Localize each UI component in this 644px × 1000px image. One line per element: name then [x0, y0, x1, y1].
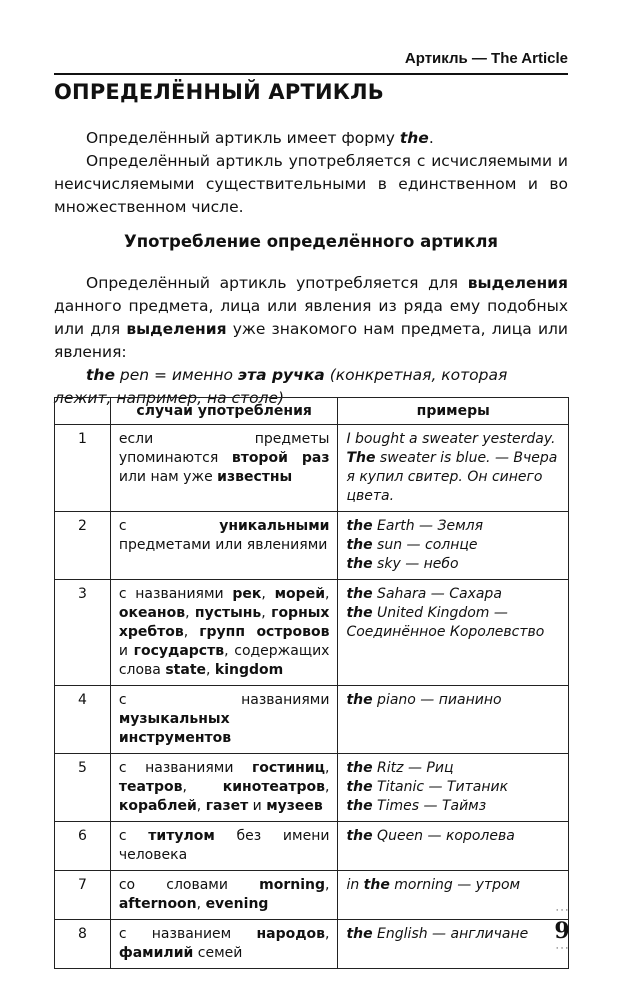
row-number: 7 [55, 871, 111, 920]
table-row [55, 871, 569, 920]
usage-paragraph: Определённый артикль употребляется для выделения данного предмета, лица или явления из ряда ему подобных или для выделения уже знакомого нам предмета, лица или явления: [54, 274, 568, 361]
row-number: 4 [55, 686, 111, 754]
example-line: the Sahara — Сахара [346, 586, 502, 602]
usage-text [54, 272, 568, 410]
section-heading: Употребление определённого артикля [123, 232, 499, 251]
table-row [55, 580, 569, 686]
page-number: 9 [554, 918, 570, 944]
example-line: the Queen — королева [346, 828, 515, 844]
example-line: the United Kingdom — Соединённое Королевство [346, 605, 545, 640]
example-line: the Ritz — Риц [346, 760, 454, 776]
example-line: the sun — солнце [346, 537, 478, 553]
usage-table [54, 397, 569, 969]
example-line: the sky — небо [346, 556, 459, 572]
example-line: the English — англичане [346, 926, 529, 942]
example-line: the piano — пианино [346, 692, 502, 708]
table-row [55, 920, 569, 969]
table-row [55, 512, 569, 580]
header-cases: случаи употребления [110, 398, 338, 425]
table-row [55, 425, 569, 512]
example-line: the Earth — Земля [346, 518, 484, 534]
usage-example: the pen = именно эта ручка (конкретная, которая лежит, например, на столе) [54, 366, 508, 407]
row-number: 5 [55, 754, 111, 822]
example-cell [338, 920, 569, 969]
row-number: 6 [55, 822, 111, 871]
page-title: ОПРЕДЕЛЁННЫЙ АРТИКЛЬ [54, 80, 384, 104]
example-cell [338, 822, 569, 871]
intro-text [54, 127, 568, 219]
header-rule [54, 73, 568, 75]
header-examples: примеры [338, 398, 569, 425]
table-row [55, 754, 569, 822]
case-cell: с названием народов, фамилий семей [110, 920, 338, 969]
example-line: the Titanic — Титаник [346, 779, 509, 795]
example-cell [338, 754, 569, 822]
case-cell: с названиями рек, морей, океанов, пустынь, горных хребтов, групп островов и государств, содержащих слова state, kingdom [110, 580, 338, 686]
running-title: Артикль — The Article [404, 50, 568, 67]
header-number [55, 398, 111, 425]
page-number-ornament-bottom: ··· [555, 944, 571, 954]
table-row [55, 822, 569, 871]
row-number: 3 [55, 580, 111, 686]
case-cell: с уникальными предметами или явлениями [110, 512, 338, 580]
case-cell: если предметы упоминаются второй раз или нам уже известны [110, 425, 338, 512]
table-header-row [55, 398, 569, 425]
case-cell: с названиями музыкальных инструментов [110, 686, 338, 754]
case-cell: с титулом без имени человека [110, 822, 338, 871]
example-line: the Times — Таймз [346, 798, 487, 814]
row-number: 1 [55, 425, 111, 512]
page-number-ornament-top: ··· [555, 906, 571, 916]
example-cell: in the morning — утром [338, 871, 569, 920]
example-cell: I bought a sweater yesterday. The sweater is blue. — Вчера я купил свитер. Он синего цвета. [338, 425, 569, 512]
row-number: 2 [55, 512, 111, 580]
example-cell [338, 512, 569, 580]
example-cell [338, 580, 569, 686]
example-cell [338, 686, 569, 754]
intro-paragraph-1: Определённый артикль имеет форму the. [86, 129, 434, 147]
case-cell: со словами morning, afternoon, evening [110, 871, 338, 920]
table-row [55, 686, 569, 754]
case-cell: с названиями гостиниц, театров, кинотеатров, кораблей, газет и музеев [110, 754, 338, 822]
intro-paragraph-2: Определённый артикль употребляется с исчисляемыми и неисчисляемыми существительными в единственном и во множественном числе. [54, 152, 568, 216]
row-number: 8 [55, 920, 111, 969]
